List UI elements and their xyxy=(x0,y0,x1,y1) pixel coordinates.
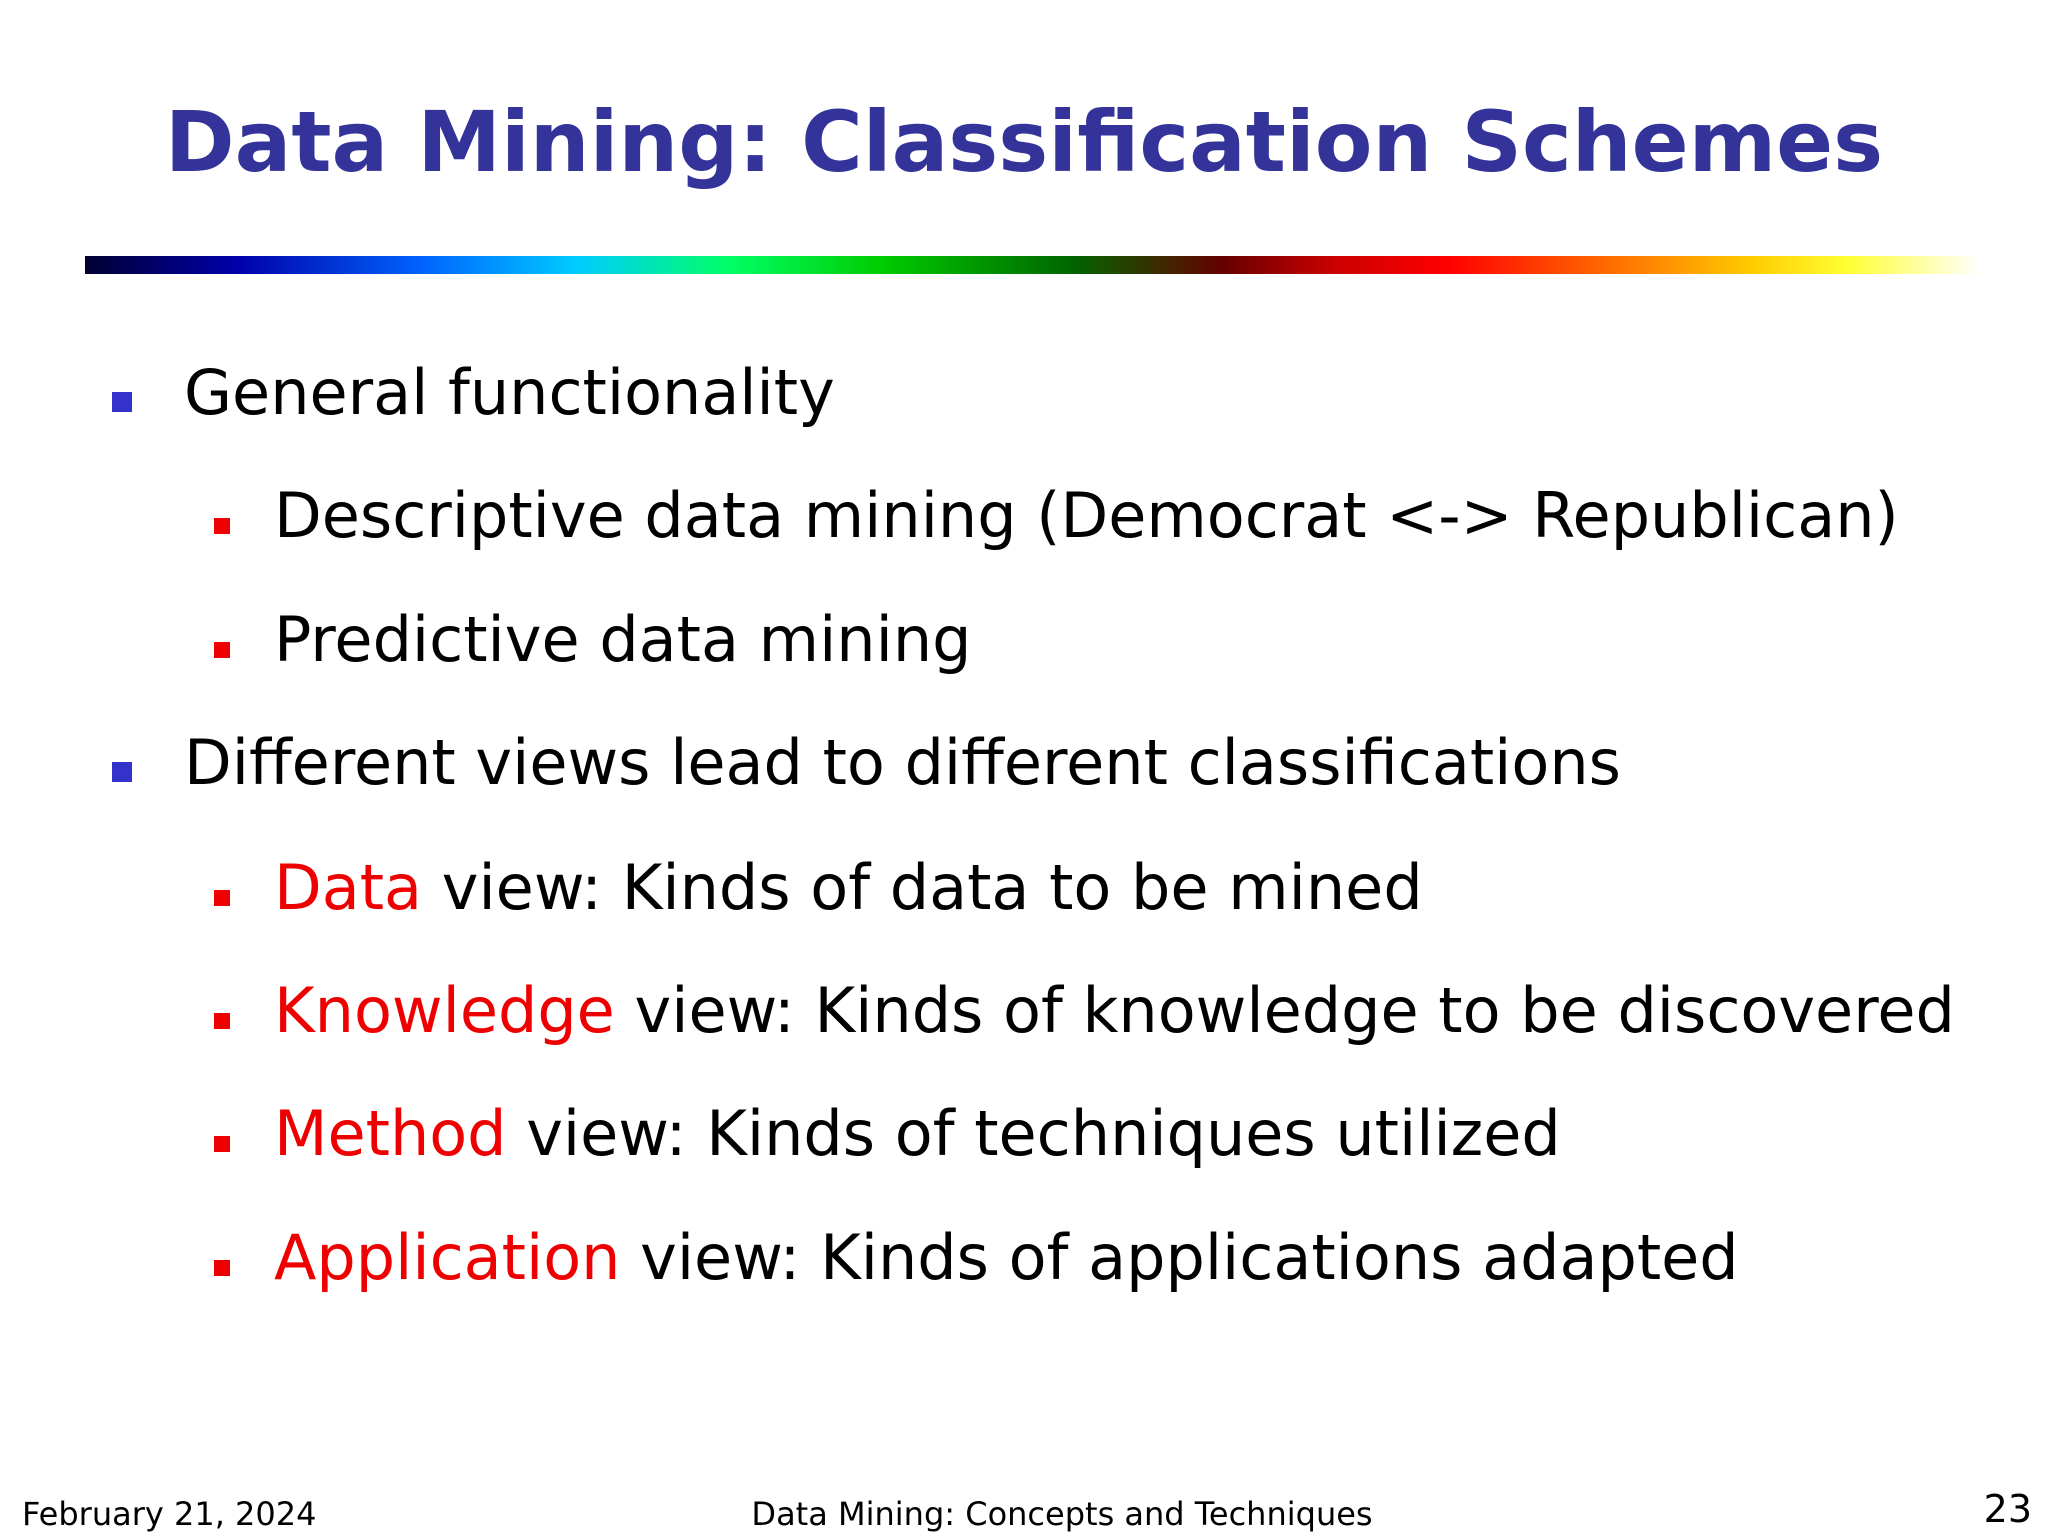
title-divider xyxy=(85,256,1980,274)
slide-title: Data Mining: Classification Schemes xyxy=(164,93,1884,191)
highlight-knowledge: Knowledge xyxy=(274,974,615,1047)
bullet-descriptive-data-mining: Descriptive data mining (Democrat <-> Republican) xyxy=(274,479,1899,552)
sub-bullet-square-icon xyxy=(214,642,230,658)
bullet-application-view xyxy=(274,1221,1739,1294)
sub-bullet-square-icon xyxy=(214,1136,230,1152)
method-view-text: view: Kinds of techniques utilized xyxy=(506,1097,1561,1170)
bullet-knowledge-view xyxy=(274,974,1955,1047)
sub-bullet-square-icon xyxy=(214,1013,230,1029)
bullet-square-icon xyxy=(112,392,132,412)
bullet-different-views: Different views lead to different classifications xyxy=(184,726,1621,799)
footer-date: February 21, 2024 xyxy=(22,1495,317,1533)
bullet-method-view xyxy=(274,1097,1561,1170)
highlight-method: Method xyxy=(274,1097,507,1170)
sub-bullet-square-icon xyxy=(214,518,230,534)
bullet-square-icon xyxy=(112,762,132,782)
application-view-text: view: Kinds of applications adapted xyxy=(620,1221,1739,1294)
footer-center-title: Data Mining: Concepts and Techniques xyxy=(751,1495,1373,1533)
bullet-data-view xyxy=(274,851,1423,924)
bullet-predictive-data-mining: Predictive data mining xyxy=(274,603,972,676)
knowledge-view-text: view: Kinds of knowledge to be discovered xyxy=(614,974,1955,1047)
highlight-application: Application xyxy=(274,1221,621,1294)
sub-bullet-square-icon xyxy=(214,1260,230,1276)
page-number: 23 xyxy=(1983,1487,2032,1531)
bullet-general-functionality: General functionality xyxy=(184,356,835,429)
highlight-data: Data xyxy=(274,851,423,924)
sub-bullet-square-icon xyxy=(214,890,230,906)
data-view-text: view: Kinds of data to be mined xyxy=(422,851,1423,924)
